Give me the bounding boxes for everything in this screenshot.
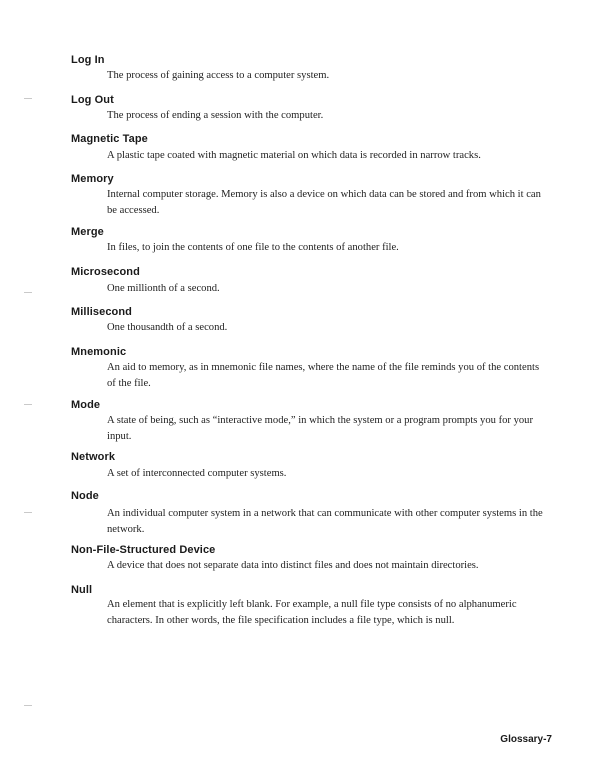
margin-mark xyxy=(24,292,32,293)
margin-mark xyxy=(24,404,32,405)
term: Network xyxy=(71,451,116,463)
definition: An individual computer system in a network that can communicate with other computer systems in the network. xyxy=(107,508,543,535)
definition: A set of interconnected computer systems. xyxy=(107,468,287,479)
margin-mark xyxy=(24,512,32,513)
margin-mark xyxy=(24,98,32,99)
definition: A device that does not separate data into distinct files and does not maintain directories. xyxy=(107,560,479,571)
page-number: Glossary-7 xyxy=(500,734,552,745)
term: Non-File-Structured Device xyxy=(71,544,216,556)
term: Microsecond xyxy=(71,266,140,278)
definition: The process of gaining access to a computer system. xyxy=(107,70,330,81)
margin-mark xyxy=(24,705,32,706)
definition: The process of ending a session with the computer. xyxy=(107,110,324,121)
definition: An element that is explicitly left blank. For example, a null file type consists of no alphanumeric characters. In other words, the file specification includes a file type, which is null. xyxy=(107,599,517,626)
term: Node xyxy=(71,490,99,502)
term: Merge xyxy=(71,226,104,238)
term: Mode xyxy=(71,399,101,411)
definition: An aid to memory, as in mnemonic file names, where the name of the file reminds you of the contents of the file. xyxy=(107,362,540,389)
term: Log Out xyxy=(71,94,114,106)
definition: A state of being, such as “interactive mode,” in which the system or a program prompts you for your input. xyxy=(107,415,533,442)
term: Null xyxy=(71,584,93,596)
term: Mnemonic xyxy=(71,346,127,358)
term: Log In xyxy=(71,54,105,66)
definition: A plastic tape coated with magnetic material on which data is recorded in narrow tracks. xyxy=(107,150,481,161)
term: Memory xyxy=(71,173,114,185)
term: Millisecond xyxy=(71,306,132,318)
definition: One millionth of a second. xyxy=(107,283,220,294)
definition: One thousandth of a second. xyxy=(107,322,228,333)
definition: Internal computer storage. Memory is also a device on which data can be stored and from which it can be accessed. xyxy=(107,189,541,216)
definition: In files, to join the contents of one file to the contents of another file. xyxy=(107,242,399,253)
term: Magnetic Tape xyxy=(71,133,148,145)
